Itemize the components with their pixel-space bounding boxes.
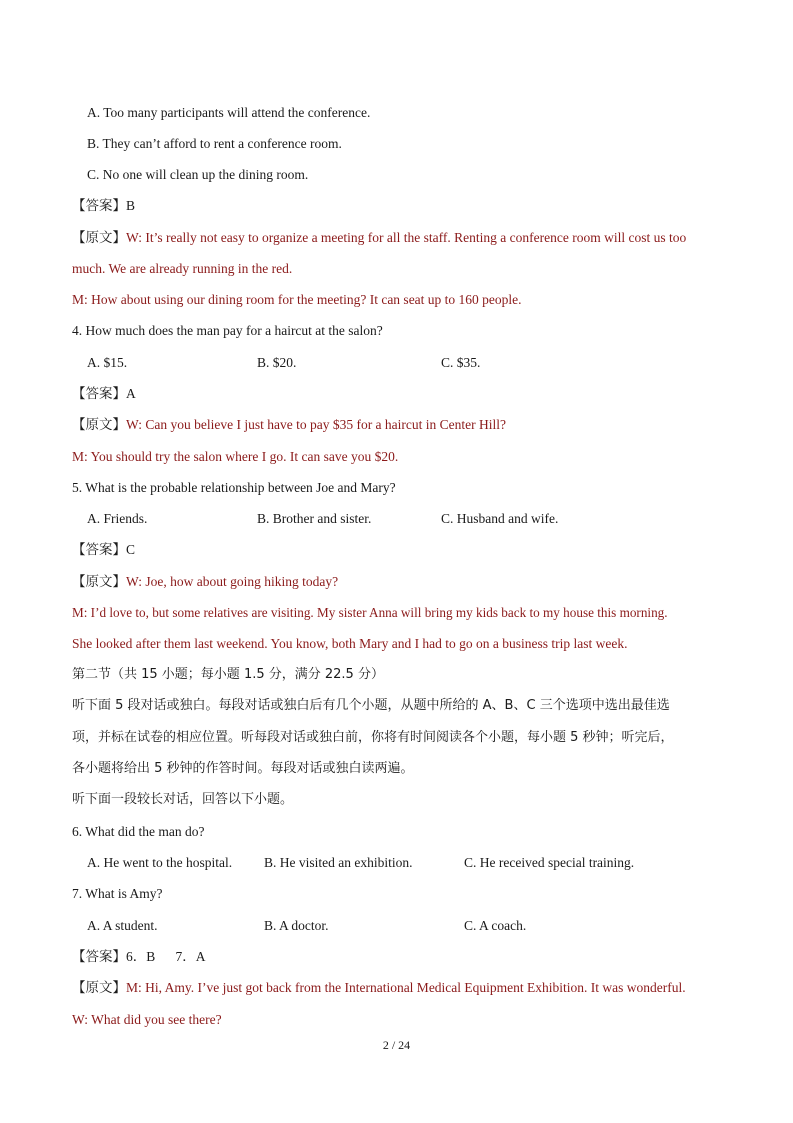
q5-option-c: C. Husband and wife. <box>441 511 559 526</box>
section-2-instruction-2: 项，并标在试卷的相应位置。听每段对话或独白前，你将有时间阅读各个小题，每小题 5 秒钟；听完后， <box>72 730 674 745</box>
q7-option-a: A. A student. <box>87 918 158 933</box>
q5-option-b: B. Brother and sister. <box>257 511 372 526</box>
q5-option-a: A. Friends. <box>87 511 148 526</box>
q4-options <box>0 354 793 372</box>
q6-options <box>0 854 793 872</box>
q4-option-c: C. $35. <box>441 355 481 370</box>
q3-script-text-1: W: It’s really not easy to organize a meeting for all the staff. Renting a conference room will cost us too <box>126 230 687 245</box>
q4-script-tag: 【原文】 <box>72 417 126 432</box>
q5-script-line-3: She looked after them last weekend. You know, both Mary and I had to go on a business trip last week. <box>72 636 628 651</box>
q7-stem: 7. What is Amy? <box>72 886 163 901</box>
q6-option-a: A. He went to the hospital. <box>87 855 233 870</box>
q6-q7-script-line-2: W: What did you see there? <box>72 1012 222 1027</box>
q5-options <box>0 510 793 528</box>
q4-stem: 4. How much does the man pay for a haircut at the salon? <box>72 323 383 338</box>
q4-script-line-1 <box>72 416 506 434</box>
q6-stem: 6. What did the man do? <box>72 824 205 839</box>
q3-answer: 【答案】B <box>72 198 136 213</box>
q3-script-tag: 【原文】 <box>72 230 126 245</box>
section-2-instruction-4: 听下面一段较长对话，回答以下小题。 <box>72 792 294 807</box>
section-2-instruction-1: 听下面 5 段对话或独白。每段对话或独白后有几个小题，从题中所给的 A、B、C 三个选项中选出最佳选 <box>72 698 670 713</box>
q5-script-tag: 【原文】 <box>72 574 126 589</box>
q5-answer: 【答案】C <box>72 542 136 557</box>
q7-option-c: C. A coach. <box>464 918 527 933</box>
q4-option-b: B. $20. <box>257 355 297 370</box>
q4-option-a: A. $15. <box>87 355 128 370</box>
section-2-heading: 第二节（共 15 小题；每小题 1.5 分，满分 22.5 分） <box>72 667 384 682</box>
q7-option-b: B. A doctor. <box>264 918 329 933</box>
q4-script-line-2: M: You should try the salon where I go. It can save you $20. <box>72 449 399 464</box>
q7-options <box>0 917 793 935</box>
q3-script-line-3: M: How about using our dining room for the meeting? It can seat up to 160 people. <box>72 292 522 307</box>
q6-q7-script-line-1 <box>72 979 686 997</box>
q3-option-a: A. Too many participants will attend the conference. <box>87 105 371 120</box>
page-number: 2 / 24 <box>382 1038 411 1052</box>
q3-script-line-1 <box>72 229 686 247</box>
q6-q7-script-text-1: M: Hi, Amy. I’ve just got back from the International Medical Equipment Exhibition. It was wonderful. <box>126 980 686 995</box>
q6-option-b: B. He visited an exhibition. <box>264 855 413 870</box>
q4-answer: 【答案】A <box>72 386 136 401</box>
q5-stem: 5. What is the probable relationship between Joe and Mary? <box>72 480 396 495</box>
q6-q7-answer: 【答案】6．B 7．A <box>72 949 206 964</box>
q5-script-text-1: W: Joe, how about going hiking today? <box>126 574 339 589</box>
q3-option-b: B. They can’t afford to rent a conference room. <box>87 136 342 151</box>
q3-option-c: C. No one will clean up the dining room. <box>87 167 309 182</box>
q5-script-line-2: M: I’d love to, but some relatives are visiting. My sister Anna will bring my kids back to my house this morning. <box>72 605 668 620</box>
q6-q7-script-tag: 【原文】 <box>72 980 126 995</box>
q4-script-text-1: W: Can you believe I just have to pay $35 for a haircut in Center Hill? <box>126 417 507 432</box>
section-2-instruction-3: 各小题将给出 5 秒钟的作答时间。每段对话或独白读两遍。 <box>72 761 414 776</box>
q3-script-line-2: much. We are already running in the red. <box>72 261 293 276</box>
q5-script-line-1 <box>72 573 338 591</box>
q6-option-c: C. He received special training. <box>464 855 635 870</box>
